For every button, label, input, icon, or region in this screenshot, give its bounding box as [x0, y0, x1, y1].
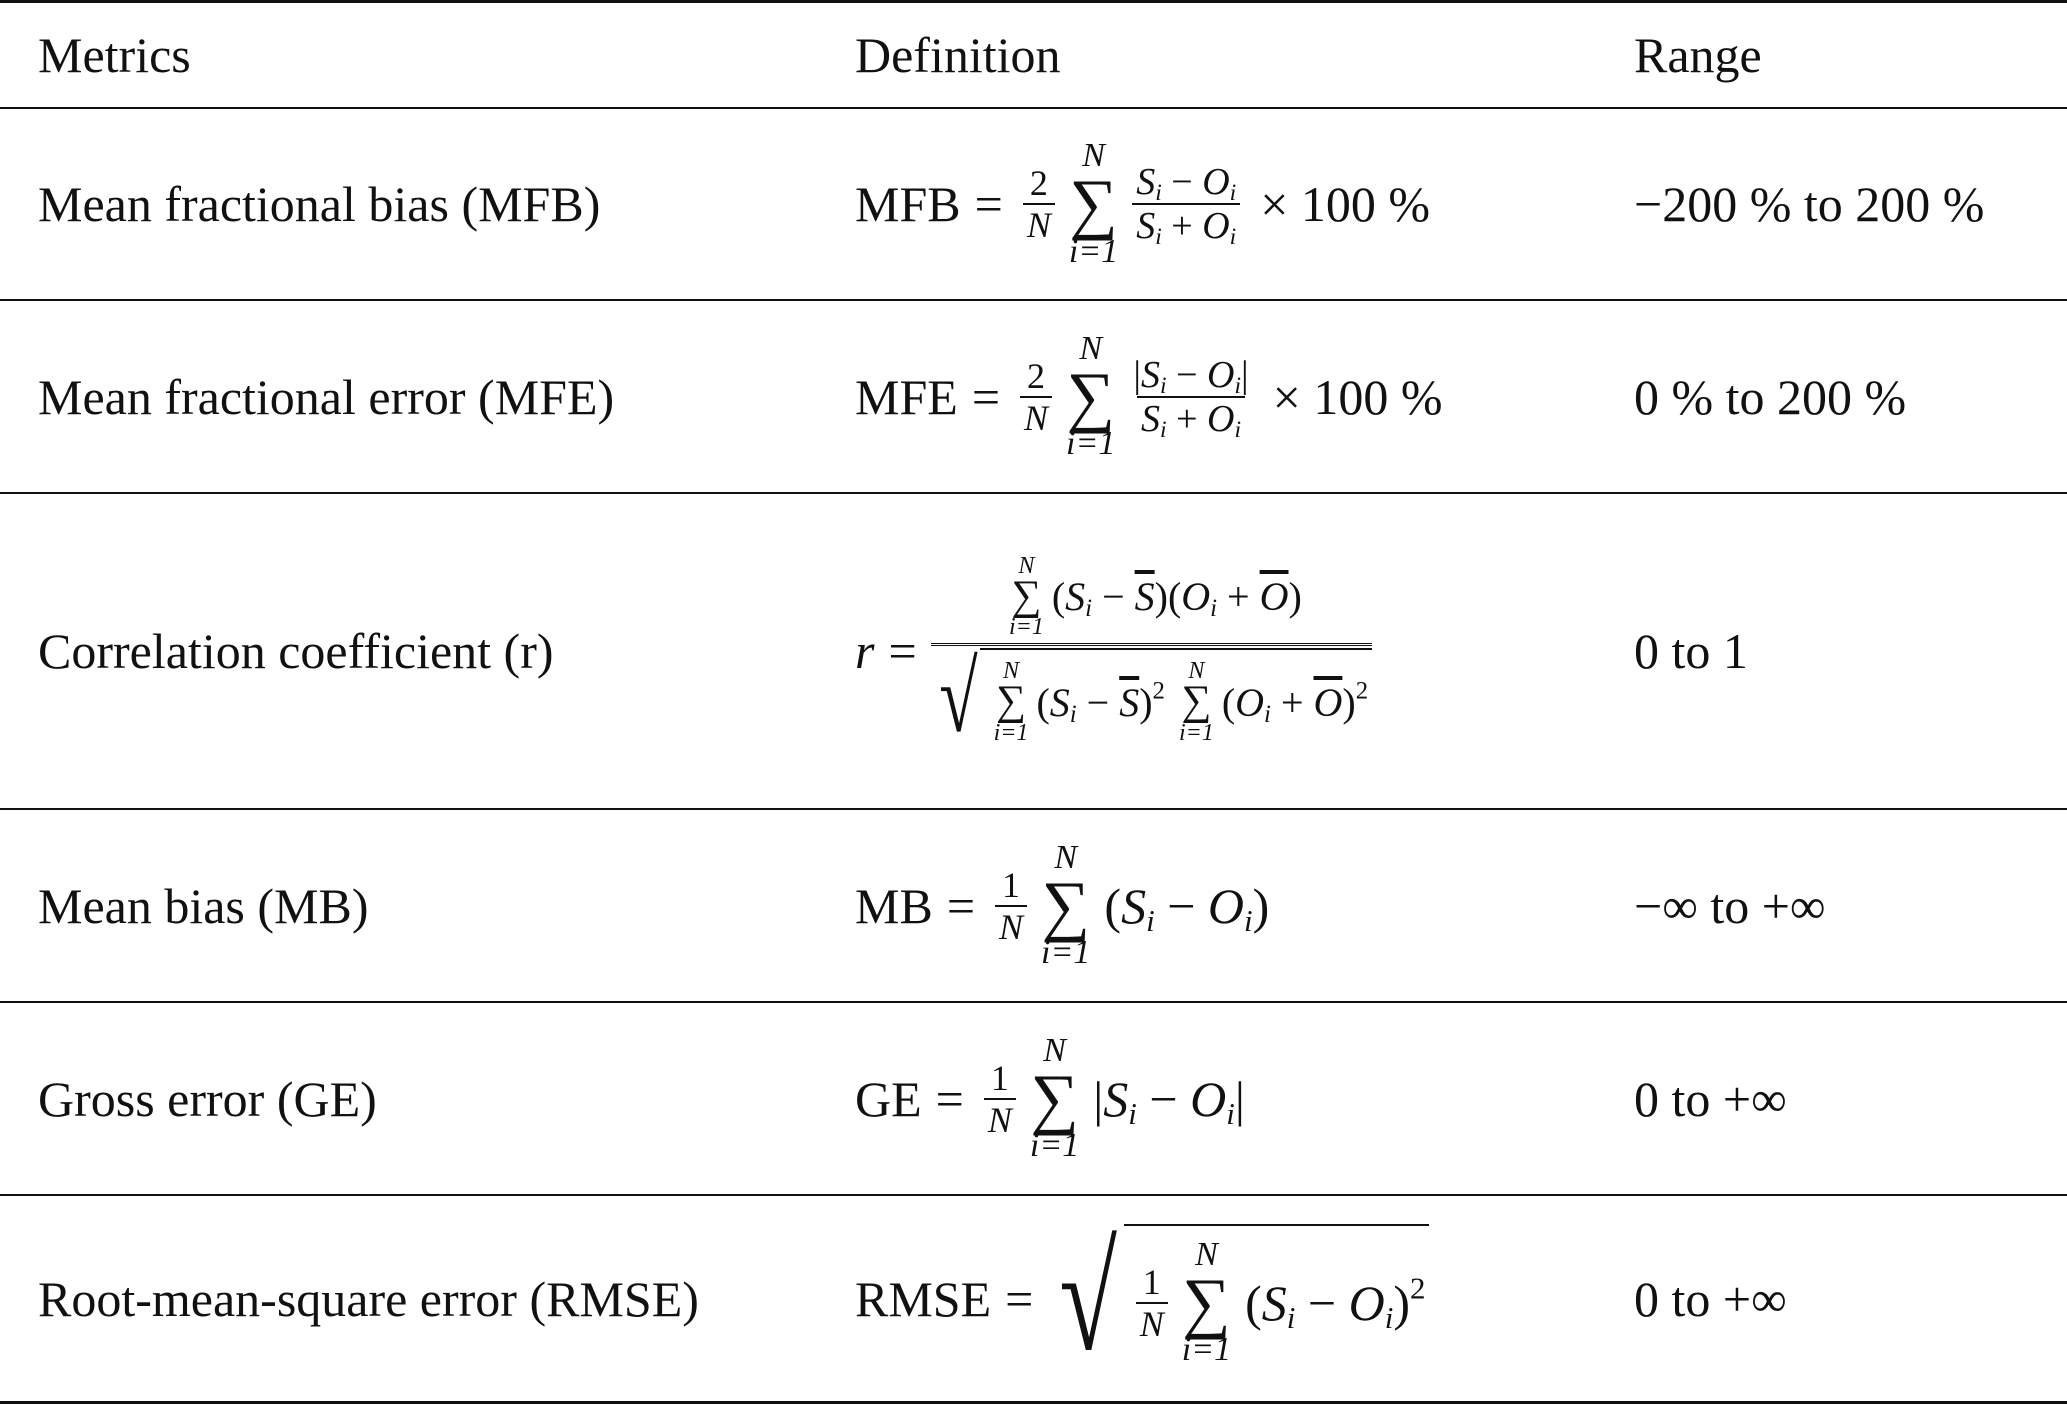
- sum-lower: i=1: [1029, 1127, 1080, 1165]
- sum-upper: N: [1018, 552, 1035, 579]
- metric-name: Root-mean-square error (RMSE): [38, 1270, 699, 1327]
- metric-range: −∞ to +∞: [1634, 877, 1826, 934]
- numerator: 2: [1029, 163, 1048, 203]
- sigma-symbol: ∑: [1182, 1263, 1231, 1340]
- formula-lhs: MFB: [855, 176, 961, 232]
- formula-mfe: [855, 301, 1442, 492]
- fraction: [931, 552, 1372, 754]
- radical-sign: √: [938, 642, 978, 754]
- formula-mfb: [855, 109, 1430, 299]
- denominator: N: [1023, 203, 1055, 243]
- table-row: [0, 494, 2067, 808]
- numerator: $|S_i - O_i|$: [1133, 353, 1249, 399]
- times-100-percent: × 100 %: [1260, 176, 1431, 232]
- sum-upper: N: [1082, 137, 1105, 175]
- summation: [1179, 659, 1214, 745]
- square-root: √ N ∑ i=1 $(S_i - \overline{S})^2$ N ∑ i=1 $(O_i + \overline{O})^2$: [931, 648, 1372, 748]
- denominator: N: [1020, 396, 1052, 436]
- fraction: [995, 864, 1027, 947]
- sum-upper: N: [1043, 1031, 1066, 1069]
- fraction: [984, 1057, 1016, 1140]
- equals-sign: =: [974, 176, 1003, 232]
- header-range: Range: [1634, 27, 1762, 83]
- equals-sign: =: [971, 368, 1001, 425]
- square-root: [1047, 1215, 1429, 1382]
- summation: [1181, 1235, 1232, 1369]
- sum-lower: i=1: [1008, 614, 1044, 641]
- fraction: [1132, 161, 1240, 250]
- bottom-rule: [0, 1401, 2067, 1404]
- sum-lower: i=1: [1181, 1331, 1232, 1369]
- fraction: [1136, 1261, 1168, 1344]
- sum-upper: N: [1002, 658, 1019, 685]
- equals-sign: =: [935, 1070, 964, 1127]
- numerator: 1: [990, 1057, 1009, 1098]
- formula-r: [855, 494, 1372, 808]
- times-100-percent: × 100 %: [1272, 368, 1443, 425]
- denominator: N: [1136, 1302, 1168, 1342]
- formula-lhs: r: [855, 622, 875, 679]
- summation: [994, 659, 1029, 745]
- equals-sign: =: [888, 622, 917, 679]
- numerator: 1: [1142, 1261, 1161, 1302]
- sigma-symbol: ∑: [996, 678, 1026, 725]
- denominator: $S_i + O_i$: [1137, 396, 1245, 438]
- summation: [1041, 838, 1091, 972]
- equals-sign: =: [1005, 1270, 1034, 1327]
- header-metrics: Metrics: [38, 27, 191, 83]
- sigma-symbol: ∑: [1181, 678, 1212, 725]
- numerator: N ∑ i=1 $(S_i - \overline{S})(O_i + \overline{O})$: [1008, 552, 1302, 641]
- formula-lhs: RMSE: [855, 1270, 992, 1327]
- numerator: $S_i - O_i$: [1136, 161, 1237, 206]
- metric-name: Gross error (GE): [38, 1070, 377, 1127]
- sigma-symbol: ∑: [1011, 572, 1042, 619]
- metric-name: Mean fractional error (MFE): [38, 368, 615, 425]
- sum-lower: i=1: [993, 720, 1029, 747]
- sum-upper: N: [1188, 658, 1205, 685]
- table-row: [0, 109, 2067, 299]
- sigma-symbol: ∑: [1041, 866, 1090, 943]
- numerator: 1: [1002, 864, 1021, 905]
- summation: [1029, 1031, 1080, 1165]
- formula-lhs: MB: [855, 877, 933, 934]
- sum-lower: i=1: [1178, 720, 1214, 747]
- formula-mb: [855, 810, 1269, 1001]
- sum-lower: i=1: [1041, 934, 1091, 972]
- metric-range: 0 to +∞: [1634, 1070, 1787, 1127]
- sum-upper: N: [1195, 1235, 1218, 1273]
- numerator: 2: [1027, 355, 1046, 396]
- equals-sign: =: [946, 877, 976, 934]
- metric-name: Correlation coefficient (r): [38, 623, 554, 679]
- metric-range: −200 % to 200 %: [1634, 176, 1985, 232]
- sum-upper: N: [1079, 329, 1103, 367]
- fraction: [1129, 353, 1252, 443]
- fraction: [1023, 165, 1055, 243]
- header-row: [0, 3, 2067, 107]
- summation: [1066, 329, 1116, 463]
- sum-lower: i=1: [1068, 232, 1119, 270]
- formula-lhs: MFE: [855, 368, 958, 425]
- table-row: [0, 1196, 2067, 1401]
- metric-name: Mean bias (MB): [38, 877, 369, 934]
- formula-ge: [855, 1003, 1245, 1194]
- denominator: N: [984, 1098, 1016, 1138]
- metric-range: 0 to +∞: [1634, 1270, 1787, 1327]
- summation: [1069, 139, 1118, 268]
- metric-range: 0 % to 200 %: [1634, 368, 1907, 425]
- denominator: [931, 642, 1372, 754]
- table-row: [0, 1003, 2067, 1194]
- formula-term: $(S_i - O_i)$: [1104, 877, 1270, 938]
- denominator: $S_i + O_i$: [1132, 203, 1240, 245]
- header-definition: Definition: [855, 27, 1061, 83]
- formula-lhs: GE: [855, 1070, 922, 1127]
- summation: [1009, 554, 1044, 640]
- sum-lower: i=1: [1066, 425, 1116, 463]
- formula-term: $|S_i - O_i|$: [1093, 1070, 1245, 1131]
- metric-name: Mean fractional bias (MFB): [38, 176, 601, 232]
- fraction: [1020, 355, 1052, 438]
- formula-rmse: [855, 1196, 1429, 1401]
- radical-sign: √: [1059, 1215, 1118, 1382]
- metric-range: 0 to 1: [1634, 623, 1748, 679]
- table-row: [0, 301, 2067, 492]
- sigma-symbol: ∑: [1069, 165, 1118, 242]
- sigma-symbol: ∑: [1066, 357, 1115, 434]
- sigma-symbol: ∑: [1030, 1059, 1079, 1136]
- table-row: [0, 810, 2067, 1001]
- denominator: N: [995, 905, 1027, 945]
- sum-upper: N: [1054, 838, 1078, 876]
- formula-term: $(S_i - O_i)^2$: [1245, 1269, 1426, 1335]
